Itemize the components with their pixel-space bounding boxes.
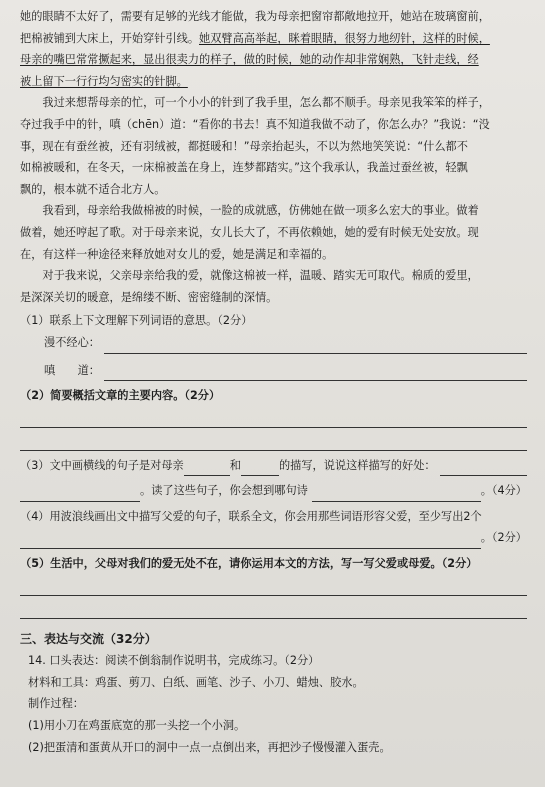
- process-label: 制作过程：: [28, 697, 84, 711]
- answer-blank[interactable]: [440, 461, 527, 476]
- passage-paragraph-3: [20, 200, 527, 265]
- passage-text: 把棉被铺到大床上，开始穿针引线。: [20, 31, 200, 45]
- question-5: [20, 553, 527, 619]
- underlined-sentence: 被上留下一行行均匀密实的针脚。: [20, 74, 188, 88]
- passage-paragraph-2: [20, 92, 527, 200]
- passage-line: 做着，她还哼起了歌。对于母亲来说，女儿长大了，不再依赖她，她的爱有时候无处安放。现: [20, 225, 479, 239]
- passage-line: 在，有这样一种途径来释放她对女儿的爱，她是满足和幸福的。: [20, 247, 334, 261]
- answer-line[interactable]: [20, 598, 527, 619]
- answer-blank[interactable]: [312, 487, 481, 502]
- question-1-word-1: 漫不经心：: [44, 335, 100, 349]
- question-3-row-2: [20, 480, 527, 502]
- answer-line[interactable]: [20, 430, 527, 451]
- passage-paragraph-4: [20, 265, 527, 308]
- answer-blank[interactable]: [184, 461, 230, 476]
- materials-text: 材料和工具：鸡蛋、剪刀、白纸、画笔、沙子、小刀、蜡烛、胶水。: [28, 675, 364, 689]
- question-3-row-1: [20, 455, 527, 477]
- answer-line[interactable]: [20, 407, 527, 428]
- question-2: [20, 385, 527, 451]
- question-1-row-1: [20, 332, 527, 354]
- question-1-row-2: [20, 360, 527, 382]
- question-4-row: [20, 527, 527, 549]
- question-5-prompt: （5）生活中，父母对我们的爱无处不在，请你运用本文的方法，写一写父爱或母爱。（2分）: [20, 557, 478, 571]
- passage-line: 夺过我手中的针，嗔（chēn）道：“看你的书去！真不知道我做不动了，你怎么办？”我说：“没: [20, 117, 490, 131]
- question-3-score: 。（4分）: [480, 484, 527, 498]
- question-1-word-2: 嗔 道：: [44, 363, 100, 377]
- question-3-text-b: 和: [229, 458, 241, 472]
- section-3-body: [20, 650, 527, 758]
- passage-line: 对于我来说，父亲母亲给我的爱，就像这棉被一样，温暖、踏实无可取代。棉质的爱里，: [42, 269, 479, 283]
- passage-line: 事，现在有蚕丝被，还有羽绒被，都挺暖和！”母亲抬起头，不以为然地笑笑说：“什么都不: [20, 139, 468, 153]
- underlined-sentence: 她双臂高高举起，眯着眼睛，很努力地纫针，这样的时候，: [199, 31, 490, 45]
- passage-line: 我看到，母亲给我做棉被的时候，一脸的成就感，仿佛她在做一项多么宏大的事业。做着: [42, 204, 479, 218]
- question-3-text-c: 的描写，说说这样描写的好处：: [278, 458, 436, 472]
- question-14-prompt: 14. 口头表达：阅读不倒翁制作说明书，完成练习。（2分）: [28, 654, 320, 668]
- question-1: [20, 310, 527, 381]
- process-step-2: (2)把蛋清和蛋黄从开口的洞中一点一点倒出来，再把沙子慢慢灌入蛋壳。: [28, 740, 391, 754]
- question-3-text-a: （3）文中画横线的句子是对母亲: [20, 458, 184, 472]
- question-2-prompt: （2）简要概括文章的主要内容。（2分）: [20, 389, 221, 403]
- question-4-prompt: （4）用波浪线画出文中描写父爱的句子，联系全文，你会用那些词语形容父爱，至少写出2个: [20, 509, 482, 523]
- answer-line[interactable]: [20, 575, 527, 596]
- question-4: [20, 506, 527, 549]
- question-1-prompt: （1）联系上下文理解下列词语的意思。（2分）: [20, 314, 253, 328]
- section-3-title: 三、表达与交流（32分）: [20, 631, 157, 646]
- question-3: [20, 455, 527, 502]
- answer-blank[interactable]: [104, 339, 527, 354]
- underlined-sentence: 母亲的嘴巴常常撅起来，显出很卖力的样子，做的时候，她的动作却非常娴熟，飞针走线，经: [20, 53, 479, 67]
- passage-line: 我过来想帮母亲的忙，可一个小小的针到了我手里，怎么都不顺手。母亲见我笨笨的样子，: [42, 96, 490, 110]
- passage-line: 如棉被暖和，在冬天，一床棉被盖在身上，连梦都踏实。”这个我承认，我盖过蚕丝被，轻飘: [20, 161, 468, 175]
- question-4-score: 。（2分）: [480, 531, 527, 545]
- answer-blank[interactable]: [20, 534, 481, 549]
- answer-blank[interactable]: [20, 487, 140, 502]
- question-3-text-d: 。读了这些句子，你会想到哪句诗: [140, 484, 308, 498]
- passage-paragraph-1: [20, 6, 527, 92]
- passage-line: 她的眼睛不太好了，需要有足够的光线才能做，我为母亲把窗帘都敞地拉开，她站在玻璃窗前，: [20, 10, 490, 23]
- passage-line: 飘的，根本就不适合北方人。: [20, 182, 166, 196]
- process-step-1: (1)用小刀在鸡蛋底宽的那一头挖一个小洞。: [28, 719, 246, 733]
- passage-line: 是深深关切的暖意，是绵缕不断、密密缝制的深情。: [20, 290, 278, 304]
- answer-blank[interactable]: [241, 461, 279, 476]
- passage-line: [20, 28, 527, 50]
- answer-blank[interactable]: [104, 366, 527, 381]
